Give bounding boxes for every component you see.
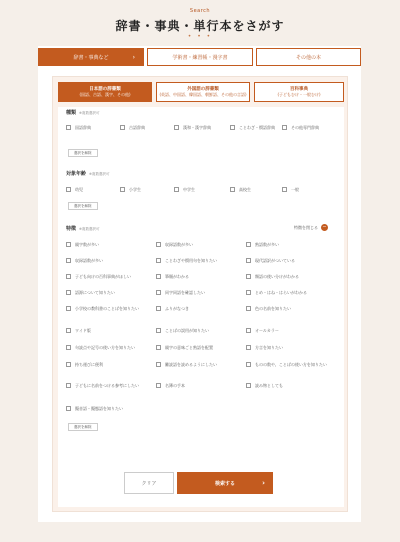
checkbox-label: 収録語数が多い [75,258,103,263]
checkbox-target[interactable] [174,187,224,192]
chevron-right-icon: › [132,53,135,61]
checkbox-label: ことわざ・慣語辞典 [239,125,275,130]
checkbox-target[interactable] [120,187,170,192]
checkbox-icon [156,328,161,333]
checkbox-feature[interactable] [66,258,150,263]
checkbox-feature[interactable] [156,242,240,247]
section-note: ※複数選択可 [79,111,100,115]
toggle-label: 特徴を閉じる [294,224,318,230]
checkbox-label: とめ・はね・はらいがわかる [255,290,307,295]
search-panel [52,76,348,512]
checkbox-genre[interactable] [282,125,342,130]
checkbox-label: ことばの誤用が知りたい [165,328,209,333]
subtab-subtitle: (国語、古語、漢字、その他) [79,92,131,97]
checkbox-genre[interactable] [66,125,118,130]
checkbox-icon [246,306,251,311]
checkbox-icon [66,306,71,311]
genre-clear-selection-button[interactable]: 選択を解除 [68,149,98,157]
tab-dictionaries[interactable] [38,48,144,66]
section-title: 種類 [66,110,77,116]
checkbox-icon [282,125,287,130]
checkbox-icon [156,306,161,311]
checkbox-icon [230,125,235,130]
checkbox-icon [66,290,71,295]
checkbox-label: 小学校の教科書のことばを知りたい [75,306,139,311]
checkbox-feature[interactable] [246,345,338,350]
checkbox-feature[interactable] [156,345,240,350]
checkbox-icon [246,328,251,333]
checkbox-feature[interactable] [66,362,150,367]
checkbox-feature[interactable] [66,345,150,350]
section-note: ※複数選択可 [79,227,100,231]
subtab-title: 百科事典 [290,87,308,92]
checkbox-label: 中学生 [183,187,195,192]
subtab-encyclopedia[interactable] [254,82,344,102]
checkbox-feature[interactable] [246,328,338,333]
subtab-title: 日本語の辞書類 [89,87,121,92]
checkbox-label: 筆順がわかる [165,274,189,279]
checkbox-label: 同字同語を確認したい [165,290,205,295]
checkbox-icon [156,274,161,279]
checkbox-icon [246,242,251,247]
checkbox-label: 親字数が多い [75,242,99,247]
checkbox-label: ものの数や、ことばの使い方を知りたい [255,362,327,367]
checkbox-icon [156,345,161,350]
checkbox-feature[interactable] [156,362,240,367]
subtab-subtitle: (英語、中国語、韓国語、朝鮮語、その他の言語) [159,92,247,97]
subtab-title: 外国語の辞書類 [187,87,219,92]
checkbox-icon [66,258,71,263]
filter-area [58,107,344,507]
checkbox-genre[interactable] [230,125,280,130]
checkbox-icon [66,362,71,367]
checkbox-label: 難読語を読めるようにしたい [165,362,217,367]
checkbox-target[interactable] [230,187,280,192]
checkbox-icon [66,383,71,388]
checkbox-icon [66,328,71,333]
checkbox-label: 親字の意味ごと熟語を配置 [165,345,213,350]
checkbox-label: オールカラー [255,328,279,333]
checkbox-icon [246,258,251,263]
target-heading [66,170,109,177]
section-title: 対象年齢 [66,171,87,177]
checkbox-label: 句読点や記号の使い方を知りたい [75,345,135,350]
checkbox-label: 語源について知りたい [75,290,115,295]
subtab-foreign[interactable] [156,82,250,102]
checkbox-label: 国語辞典 [75,125,91,130]
main-tabs [38,48,361,66]
checkbox-icon [66,125,71,130]
genre-heading [66,109,99,116]
checkbox-label: ことわざや慣用句を知りたい [165,258,217,263]
checkbox-feature[interactable] [246,258,338,263]
checkbox-label: 熟語数が多い [255,242,279,247]
checkbox-icon [66,274,71,279]
checkbox-feature[interactable] [66,274,150,279]
checkbox-label: 高校生 [239,187,251,192]
checkbox-feature[interactable] [156,290,240,295]
checkbox-icon [66,406,71,411]
section-note: ※複数選択可 [89,172,110,176]
checkbox-icon [66,242,71,247]
features-clear-selection-button[interactable]: 選択を解除 [68,423,98,431]
checkbox-feature[interactable] [246,362,338,367]
checkbox-label: ワイド版 [75,328,91,333]
tab-academic-books[interactable] [147,48,253,66]
checkbox-label: ふりがなつき [165,306,189,311]
checkbox-icon [246,290,251,295]
checkbox-icon [120,125,125,130]
checkbox-label: 読み物としても [255,383,283,388]
checkbox-icon [246,383,251,388]
checkbox-icon [156,242,161,247]
checkbox-label: 現代語訳がついている [255,258,295,263]
checkbox-icon [156,383,161,388]
checkbox-icon [156,362,161,367]
header-kicker: Search [189,8,211,14]
checkbox-icon [156,258,161,263]
checkbox-icon [66,345,71,350]
checkbox-icon [66,187,71,192]
checkbox-feature[interactable] [66,242,150,247]
page-header [0,0,400,46]
checkbox-feature[interactable] [156,274,240,279]
checkbox-label: 小学生 [129,187,141,192]
checkbox-label: 方言を知りたい [255,345,283,350]
page-title: 辞書・事典・単行本をさがす [115,19,285,33]
checkbox-icon [174,125,179,130]
subtab-japanese[interactable] [58,82,152,102]
checkbox-genre[interactable] [120,125,172,130]
clear-button[interactable]: クリア [124,472,174,494]
checkbox-icon [246,274,251,279]
tab-label: その他の本 [295,54,321,61]
checkbox-feature[interactable] [156,306,240,311]
checkbox-label: 一般 [291,187,299,192]
search-card [38,46,361,522]
features-heading [66,225,99,232]
checkbox-label: 漢和・漢字辞典 [183,125,211,130]
checkbox-label: 類語の使い分けがわかる [255,274,299,279]
checkbox-feature[interactable] [66,328,150,333]
checkbox-icon [246,345,251,350]
checkbox-label: 子どもに名前をつける参考にしたい [75,383,139,388]
checkbox-label: その他専門辞典 [291,125,319,130]
checkbox-icon [230,187,235,192]
checkbox-target[interactable] [66,187,116,192]
checkbox-feature[interactable] [156,383,240,388]
minus-icon: − [322,224,327,230]
tab-other-books[interactable] [256,48,361,66]
target-clear-selection-button[interactable]: 選択を解除 [68,202,98,210]
checkbox-label: 持ち運びに便利 [75,362,103,367]
checkbox-feature[interactable] [66,406,166,411]
checkbox-feature[interactable] [66,306,150,311]
checkbox-feature[interactable] [246,306,338,311]
checkbox-feature[interactable] [246,290,338,295]
checkbox-icon [120,187,125,192]
checkbox-label: 古語辞典 [129,125,145,130]
checkbox-feature[interactable] [246,383,338,388]
checkbox-feature[interactable] [246,242,338,247]
subtab-subtitle: (子どもむけ・一般むけ) [277,92,321,97]
checkbox-label: 擬音語・擬態語を知りたい [75,406,123,411]
chevron-right-icon: › [262,479,265,487]
features-toggle-button[interactable] [294,224,328,231]
checkbox-icon [156,290,161,295]
checkbox-feature[interactable] [156,328,240,333]
checkbox-icon [282,187,287,192]
checkbox-icon [246,362,251,367]
checkbox-feature[interactable] [66,383,150,388]
checkbox-target[interactable] [282,187,332,192]
tab-label: 学術書・練習帳・漫字書 [172,54,228,61]
checkbox-feature[interactable] [66,290,150,295]
search-button[interactable] [177,472,273,494]
sub-tabs [58,82,344,102]
checkbox-label: 名簿の手本 [165,383,185,388]
checkbox-feature[interactable] [156,258,240,263]
checkbox-genre[interactable] [174,125,228,130]
search-button-label: 検索する [214,480,235,487]
section-title: 特徴 [66,226,77,232]
tab-label: 辞書・事典など [73,54,109,61]
checkbox-label: 収録語数が多い [165,242,193,247]
header-dots: • • • [187,33,213,40]
checkbox-feature[interactable] [246,274,338,279]
checkbox-label: 色の名前を知りたい [255,306,291,311]
checkbox-icon [174,187,179,192]
checkbox-label: 子ども向けの百科事典がほしい [75,274,131,279]
checkbox-label: 幼児 [75,187,83,192]
